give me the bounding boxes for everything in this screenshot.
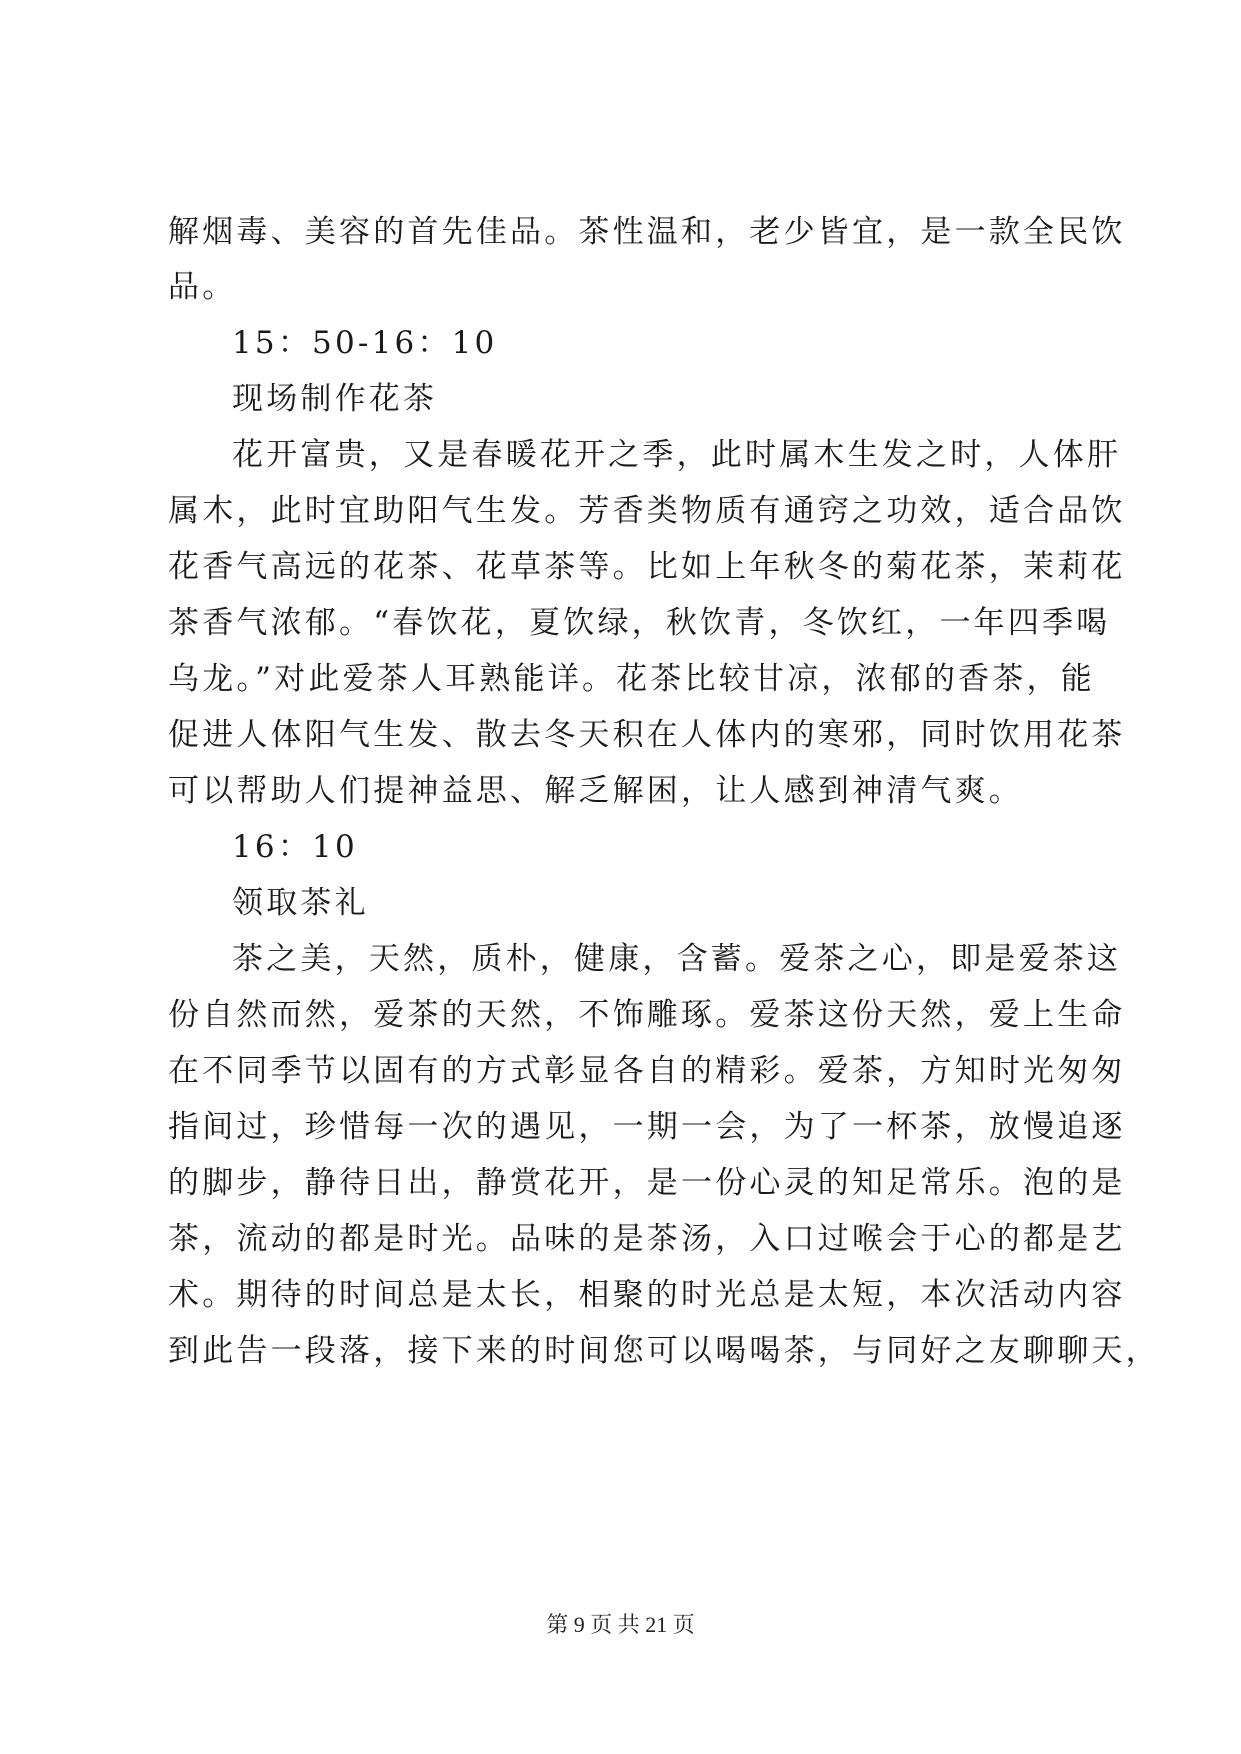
body-line: 花开富贵，又是春暖花开之季，此时属木生发之时，人体肝 <box>232 437 1122 473</box>
body-line: 术。期待的时间总是太长，相聚的时光总是太短，本次活动内容 <box>168 1277 1126 1313</box>
body-line: 属木，此时宜助阳气生发。芳香类物质有通窍之功效，适合品饮 <box>168 493 1126 529</box>
body-line: 在不同季节以固有的方式彰显各自的精彩。爱茶，方知时光匆匆 <box>168 1053 1126 1089</box>
page-number-footer: 第 9 页 共 21 页 <box>546 1612 695 1637</box>
body-line: 茶，流动的都是时光。品味的是茶汤，入口过喉会于心的都是艺 <box>168 1221 1126 1257</box>
schedule-time: 16：10 <box>232 829 358 865</box>
section-heading: 领取茶礼 <box>232 885 369 921</box>
schedule-time: 15：50-16：10 <box>232 325 498 361</box>
body-line: 指间过，珍惜每一次的遇见，一期一会，为了一杯茶，放慢追逐 <box>168 1109 1126 1145</box>
body-line: 茶之美，天然，质朴，健康，含蓄。爱茶之心，即是爱茶这 <box>232 941 1122 977</box>
body-line: 的脚步，静待日出，静赏花开，是一份心灵的知足常乐。泡的是 <box>168 1165 1126 1201</box>
body-line: 品。 <box>168 269 237 305</box>
body-line: 可以帮助人们提神益思、解乏解困，让人感到神清气爽。 <box>168 773 1023 809</box>
body-line: 份自然而然，爱茶的天然，不饰雕琢。爱茶这份天然，爱上生命 <box>168 997 1126 1033</box>
body-line: 花香气高远的花茶、花草茶等。比如上年秋冬的菊花茶，茉莉花 <box>168 549 1126 585</box>
section-heading: 现场制作花茶 <box>232 381 438 417</box>
body-line: 乌龙。”对此爱茶人耳熟能详。花茶比较甘凉，浓郁的香茶，能 <box>168 661 1095 697</box>
body-line: 促进人体阳气生发、散去冬天积在人体内的寒邪，同时饮用花茶 <box>168 717 1126 753</box>
body-line: 到此告一段落，接下来的时间您可以喝喝茶，与同好之友聊聊天， <box>168 1333 1160 1369</box>
body-line: 解烟毒、美容的首先佳品。茶性温和，老少皆宜，是一款全民饮 <box>168 214 1126 250</box>
body-line: 茶香气浓郁。“春饮花，夏饮绿，秋饮青，冬饮红，一年四季喝 <box>168 605 1111 641</box>
